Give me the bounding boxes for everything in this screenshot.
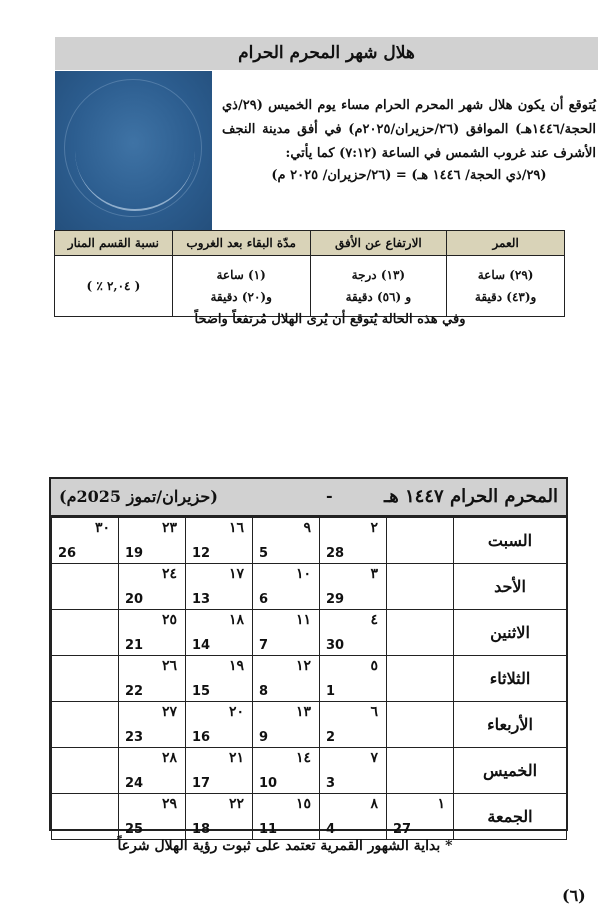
calendar-row <box>52 564 567 610</box>
gregorian-date: 23 <box>125 730 144 745</box>
weekday-label: الجمعة <box>454 794 567 840</box>
gregorian-date: 15 <box>192 684 211 699</box>
hijri-date: ٣ <box>370 566 378 582</box>
calendar-cell <box>387 518 454 564</box>
calendar-row <box>52 748 567 794</box>
calendar-cell <box>186 794 253 840</box>
intro-date-line: (٢٩/ذي الحجة/ ١٤٤٦ هـ) = (٢٦/حزيران/ ٢٠٢٥ م) <box>271 168 547 183</box>
hijri-date: ١٠ <box>295 566 311 582</box>
gregorian-date: 30 <box>326 638 345 653</box>
calendar-cell <box>320 794 387 840</box>
hijri-date: ٩ <box>303 520 311 536</box>
hijri-date: ١٨ <box>228 612 244 628</box>
age-minutes: و(٤٣) دقيقة <box>474 290 537 304</box>
calendar-cell <box>119 656 186 702</box>
hijri-date: ٥ <box>370 658 378 674</box>
calendar-cell <box>52 610 119 656</box>
calendar-cell <box>119 564 186 610</box>
hijri-date: ٣٠ <box>94 520 110 536</box>
page-number: (٦) <box>562 886 586 905</box>
hijri-date: ٨ <box>370 796 378 812</box>
gregorian-date: 17 <box>192 776 211 791</box>
gregorian-date: 6 <box>259 592 269 607</box>
calendar-cell <box>253 794 320 840</box>
gregorian-date: 21 <box>125 638 144 653</box>
hijri-date: ٢٥ <box>161 612 177 628</box>
calendar-cell <box>253 610 320 656</box>
calendar-cell <box>253 702 320 748</box>
calendar-hijri-title: المحرم الحرام ١٤٤٧ هـ <box>383 486 558 507</box>
calendar-row <box>52 656 567 702</box>
gregorian-date: 19 <box>125 546 144 561</box>
calendar-row <box>52 794 567 840</box>
gregorian-date: 22 <box>125 684 144 699</box>
header-age: العمر <box>447 231 565 256</box>
calendar-cell <box>119 794 186 840</box>
gregorian-date: 5 <box>259 546 269 561</box>
calendar-cell <box>320 610 387 656</box>
calendar-header <box>51 479 566 517</box>
intro-text: يُتوقع أن يكون هلال شهر المحرم الحرام مساء يوم الخميس (٢٩/ذي الحجة/١٤٤٦هـ) الموافق (٢٦/حزيران/٢٠٢٥م) في أفق مدينة النجف الأشرف عند غروب الشمس في الساعة (٧:١٢) كما يأتي: <box>222 98 596 161</box>
gregorian-date: 7 <box>259 638 269 653</box>
calendar-cell <box>186 702 253 748</box>
hijri-date: ٢٣ <box>161 520 177 536</box>
calendar-cell <box>320 702 387 748</box>
calendar-cell <box>186 518 253 564</box>
calendar-cell <box>387 656 454 702</box>
hijri-date: ٢٩ <box>161 796 177 812</box>
calendar-cell <box>387 610 454 656</box>
calendar-cell <box>186 564 253 610</box>
header-altitude: الارتفاع عن الأفق <box>310 231 447 256</box>
calendar-cell <box>320 656 387 702</box>
calendar-cell <box>52 518 119 564</box>
weekday-label: السبت <box>454 518 567 564</box>
gregorian-date: 16 <box>192 730 211 745</box>
calendar-row <box>52 610 567 656</box>
calendar-cell <box>320 518 387 564</box>
gregorian-date: 12 <box>192 546 211 561</box>
calendar-cell <box>320 748 387 794</box>
page-title: هلال شهر المحرم الحرام <box>55 37 598 70</box>
altitude-minutes: و (٥٦) دقيقة <box>345 290 412 304</box>
hijri-date: ١ <box>437 796 445 812</box>
calendar-row <box>52 702 567 748</box>
gregorian-date: 24 <box>125 776 144 791</box>
hijri-date: ١٣ <box>295 704 311 720</box>
calendar-cell <box>387 794 454 840</box>
gregorian-date: 8 <box>259 684 269 699</box>
gregorian-date: 20 <box>125 592 144 607</box>
calendar-cell <box>253 748 320 794</box>
calendar-cell <box>119 748 186 794</box>
weekday-label: الأربعاء <box>454 702 567 748</box>
hijri-date: ٢ <box>370 520 378 536</box>
calendar-cell <box>52 564 119 610</box>
calendar-cell <box>387 748 454 794</box>
calendar-cell <box>52 748 119 794</box>
weekday-label: الاثنين <box>454 610 567 656</box>
hijri-date: ٢٠ <box>228 704 244 720</box>
gregorian-date: 13 <box>192 592 211 607</box>
gregorian-date: 28 <box>326 546 345 561</box>
calendar-cell <box>52 656 119 702</box>
calendar-cell <box>119 702 186 748</box>
intro-paragraph <box>222 94 596 188</box>
hijri-date: ١٦ <box>228 520 244 536</box>
gregorian-date: 25 <box>125 822 144 837</box>
gregorian-date: 27 <box>393 822 412 837</box>
hijri-date: ٢٤ <box>161 566 177 582</box>
calendar <box>49 477 568 837</box>
calendar-cell <box>186 610 253 656</box>
hijri-date: ٢٢ <box>228 796 244 812</box>
gregorian-date: 4 <box>326 822 336 837</box>
gregorian-date: 26 <box>58 546 77 561</box>
cell-illumination <box>55 256 173 317</box>
calendar-cell <box>52 794 119 840</box>
hijri-date: ٢١ <box>228 750 244 766</box>
gregorian-date: 2 <box>326 730 336 745</box>
hijri-date: ٧ <box>370 750 378 766</box>
calendar-cell <box>253 564 320 610</box>
cell-altitude <box>310 256 447 317</box>
duration-hours: (١) ساعة <box>216 268 266 282</box>
age-hours: (٢٩) ساعة <box>477 268 534 282</box>
gregorian-date: 29 <box>326 592 345 607</box>
calendar-cell <box>119 610 186 656</box>
hijri-date: ١٤ <box>295 750 311 766</box>
calendar-gregorian-title: (حزيران/تموز 2025م) <box>59 487 218 506</box>
cell-duration <box>172 256 310 317</box>
calendar-cell <box>52 702 119 748</box>
calendar-cell <box>186 748 253 794</box>
hijri-date: ١٢ <box>295 658 311 674</box>
hijri-date: ١٩ <box>228 658 244 674</box>
duration-minutes: و(٢٠) دقيقة <box>210 290 272 304</box>
gregorian-date: 11 <box>259 822 278 837</box>
hijri-date: ٤ <box>370 612 378 628</box>
hijri-date: ٢٧ <box>161 704 177 720</box>
gregorian-date: 14 <box>192 638 211 653</box>
calendar-row <box>52 518 567 564</box>
gregorian-date: 1 <box>326 684 336 699</box>
weekday-label: الأحد <box>454 564 567 610</box>
calendar-cell <box>253 656 320 702</box>
gregorian-date: 10 <box>259 776 278 791</box>
footnote: * بداية الشهور القمرية تعتمد على ثبوت رؤية الهلال شرعاً <box>117 838 453 854</box>
calendar-grid <box>51 517 567 840</box>
gregorian-date: 9 <box>259 730 269 745</box>
hijri-date: ٦ <box>370 704 378 720</box>
hijri-date: ٢٨ <box>161 750 177 766</box>
visibility-note: وفي هذه الحالة يُتوقع أن يُرى الهلال مُرتفعاً واضحاً <box>194 312 466 327</box>
weekday-label: الثلاثاء <box>454 656 567 702</box>
moon-image <box>55 71 212 231</box>
visibility-table <box>54 230 565 317</box>
calendar-cell <box>253 518 320 564</box>
illumination-percent: ( ٢,٠٤ ٪ ) <box>86 279 141 293</box>
calendar-cell <box>186 656 253 702</box>
hijri-date: ١١ <box>295 612 311 628</box>
calendar-cell <box>387 564 454 610</box>
hijri-date: ١٥ <box>295 796 311 812</box>
header-illumination: نسبة القسم المنار <box>55 231 173 256</box>
gregorian-date: 18 <box>192 822 211 837</box>
gregorian-date: 3 <box>326 776 336 791</box>
hijri-date: ٢٦ <box>161 658 177 674</box>
cell-age <box>447 256 565 317</box>
altitude-degrees: (١٣) درجة <box>351 268 406 282</box>
calendar-cell <box>387 702 454 748</box>
calendar-cell <box>119 518 186 564</box>
calendar-cell <box>320 564 387 610</box>
header-duration: مدّة البقاء بعد الغروب <box>172 231 310 256</box>
weekday-label: الخميس <box>454 748 567 794</box>
calendar-title-separator: - <box>326 486 333 505</box>
hijri-date: ١٧ <box>228 566 244 582</box>
